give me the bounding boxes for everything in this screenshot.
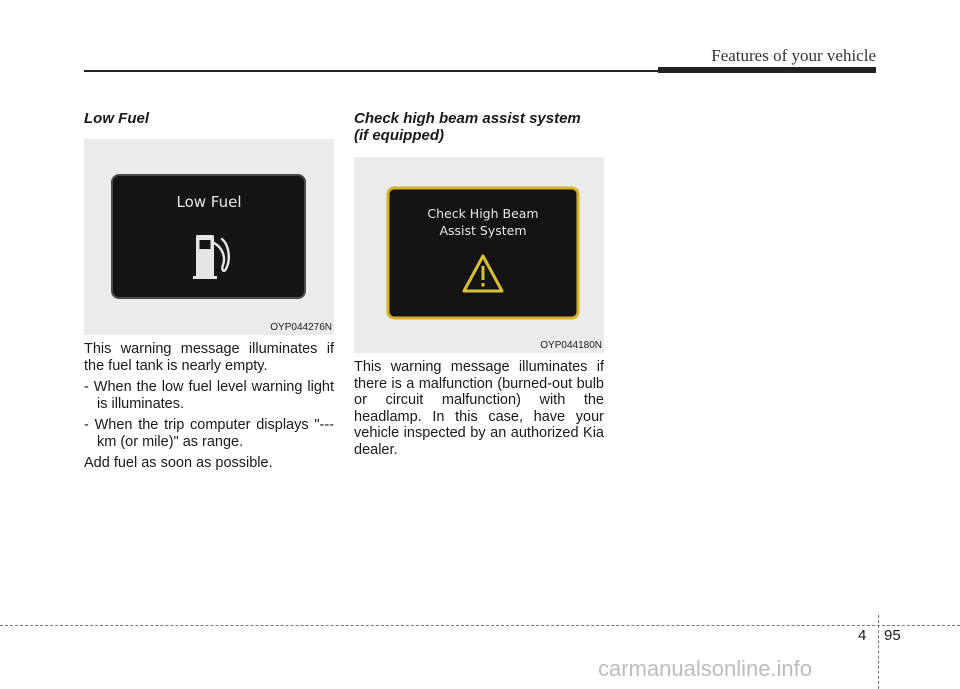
high-beam-body: This warning message illuminates if there is a malfunction (burned-out bulb or circuit malfunction) with the headlamp. In this case, have your vehicle inspected by an authorized Kia dealer. — [354, 359, 604, 458]
high-beam-figure-code: OYP044180N — [540, 340, 602, 351]
header-title: Features of your vehicle — [711, 46, 876, 65]
low-fuel-figure — [84, 139, 334, 335]
low-fuel-display-text: Low Fuel — [176, 193, 242, 211]
high-beam-heading-line1: Check high beam assist system — [354, 110, 581, 127]
list-item: - When the trip computer displays "--- km (or mile)" as range. — [84, 417, 334, 450]
low-fuel-figure-code: OYP044276N — [270, 322, 332, 333]
footer-divider — [878, 615, 879, 689]
footer-rule — [0, 625, 960, 626]
chapter-number: 4 — [858, 627, 867, 644]
high-beam-heading — [354, 110, 604, 144]
low-fuel-section — [84, 110, 334, 472]
low-fuel-outro: Add fuel as soon as possible. — [84, 455, 273, 471]
low-fuel-intro: This warning message illuminates if the fuel tank is nearly empty. — [84, 341, 334, 374]
header-rule-accent — [658, 67, 876, 73]
high-beam-display-line2: Assist System — [439, 223, 527, 238]
low-fuel-heading: Low Fuel — [84, 110, 149, 127]
low-fuel-bullets — [84, 379, 334, 450]
high-beam-figure — [354, 157, 604, 353]
low-fuel-display — [84, 139, 334, 335]
high-beam-heading-line2: (if equipped) — [354, 127, 444, 144]
page-number: 95 — [884, 627, 901, 644]
high-beam-section — [354, 110, 604, 458]
list-item: - When the low fuel level warning light is illuminates. — [84, 379, 334, 412]
high-beam-display-line1: Check High Beam — [427, 206, 539, 221]
high-beam-display — [354, 157, 604, 353]
watermark: carmanualsonline.info — [598, 656, 813, 681]
